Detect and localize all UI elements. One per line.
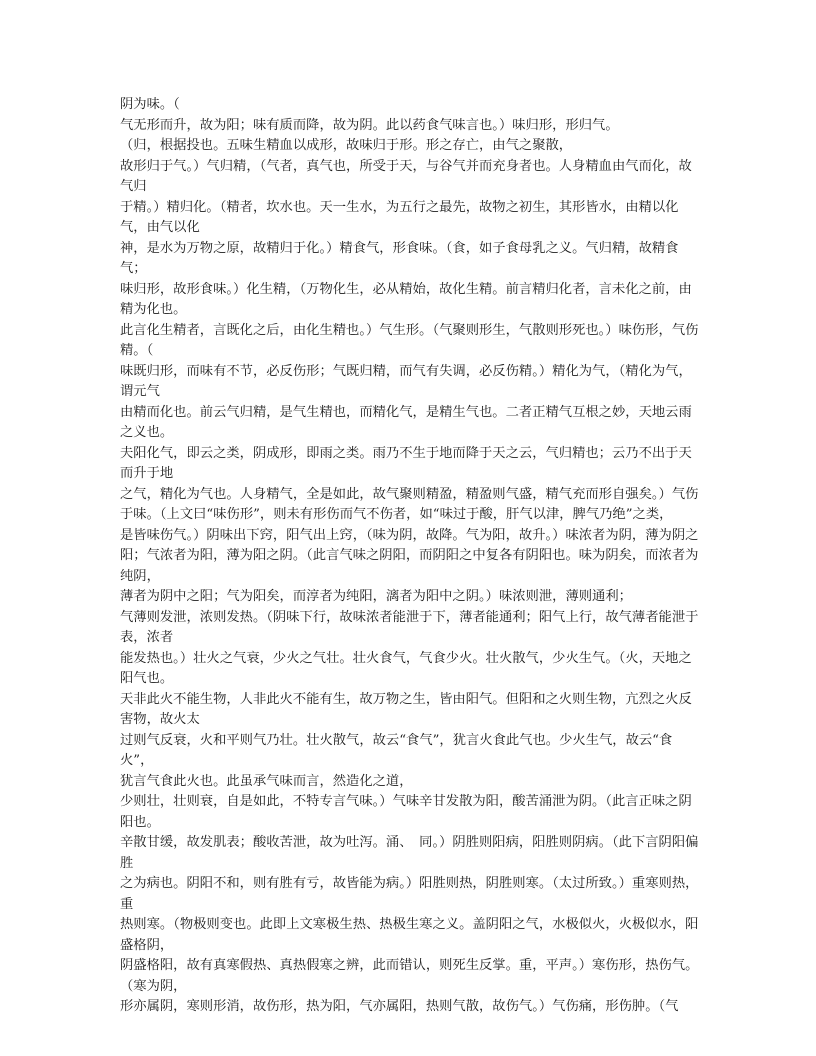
text-line: 热则寒。（物极则变也。此即上文寒极生热、热极生寒之义。盖阴阳之气，水极似火，火极似水，阳盛格阴， [120,917,699,953]
text-line: 薄者为阴中之阳；气为阳矣，而淳者为纯阳，漓者为阳中之阴。）味浓则泄，薄则通利； [120,589,632,604]
text-line: 由精而化也。前云气归精，是气生精也，而精化气，是精生气也。二者正精气互根之妙，天地云雨之义也。 [120,404,692,440]
text-line: 辛散甘缓，故发肌表；酸收苦泄，故为吐泻。涌、 同。）阴胜则阳病，阳胜则阴病。（此下言阴阳偏胜 [120,835,699,871]
text-line: 之为病也。阴阳不和，则有胜有亏，故皆能为病。）阳胜则热，阴胜则寒。（太过所致。）重寒则热，重 [120,876,699,912]
text-line: 少则壮，壮则衰，自是如此，不特专言气味。）气味辛甘发散为阳，酸苦涌泄为阴。（此言正味之阴阳也。 [120,794,692,830]
text-line: 能发热也。）壮火之气衰，少火之气壮。壮火食气，气食少火。壮火散气，少火生气。（火，天地之阳气也。 [120,650,692,686]
text-line: 阴盛格阳，故有真寒假热、真热假寒之辨，此而错认，则死生反掌。重，平声。）寒伤形，热伤气。（寒为阴， [120,958,699,994]
text-line: 阳；气浓者为阳，薄为阳之阴。（此言气味之阴阳，而阴阳之中复各有阴阳也。味为阴矣，而浓者为纯阴， [120,548,699,584]
text-line: 味归形，故形食味。）化生精，（万物化生，必从精始，故化生精。前言精归化者，言未化之前，由精为化也。 [120,281,692,317]
text-line: 此言化生精者，言既化之后，由化生精也。）气生形。（气聚则形生，气散则形死也。）味伤形，气伤精。（ [120,322,699,358]
text-line: 味既归形，而味有不节，必反伤形；气既归精，而气有失调，必反伤精。）精化为气，（精化为气，谓元气 [120,363,692,399]
text-line: 是皆味伤气。）阴味出下窍，阳气出上窍，（味为阴，故降。气为阳，故升。）味浓者为阴，薄为阴之 [120,527,699,543]
text-line: 气无形而升，故为阳；味有质而降，故为阴。此以药食气味言也。）味归形，形归气。 [120,117,619,133]
text-line: 之气，精化为气也。人身精气，全是如此，故气聚则精盈，精盈则气盛，精气充而形自强矣。）气伤于味。（上文曰“味伤形”，则未有形伤而气不伤者，如“味过于酸，肝气以津，脾气乃绝”之类， [120,486,699,522]
text-line: 阴为味。（ [120,97,180,112]
text-line: 神，是水为万物之原，故精归于化。）精食气，形食味。（食，如子食母乳之义。气归精，故精食气； [120,240,679,276]
document-page [120,95,702,1018]
text-line: 夫阳化气，即云之类，阴成形，即雨之类。雨乃不生于地而降于天之云，气归精也；云乃不出于天而升于地 [120,445,692,481]
text-line: 过则气反衰，火和平则气乃壮。壮火散气，故云“食气”，犹言火食此气也。少火生气，故云“食火”， [120,732,673,768]
text-line: 气薄则发泄，浓则发热。（阴味下行，故味浓者能泄于下，薄者能通利；阳气上行，故气薄者能泄于表，浓者 [120,609,699,645]
text-line: 天非此火不能生物，人非此火不能有生，故万物之生，皆由阳气。但阳和之火则生物，亢烈之火反害物，故火太 [120,691,692,727]
text-line: （归，根据投也。五味生精血以成形，故味归于形。形之存亡，由气之聚散， [120,138,573,153]
text-line: 犹言气食此火也。此虽承气味而言，然造化之道， [120,773,413,789]
text-line: 于精。）精归化。（精者，坎水也。天一生水，为五行之最先，故物之初生，其形皆水，由精以化气，由气以化 [120,199,679,235]
text-line: 形亦属阴，寒则形消，故伤形，热为阳，气亦属阳，热则气散，故伤气。）气伤痛，形伤肿。（气 [120,999,679,1014]
text-line: 故形归于气。）气归精，（气者，真气也，所受于天，与谷气并而充身者也。人身精血由气而化，故气归 [120,158,692,194]
